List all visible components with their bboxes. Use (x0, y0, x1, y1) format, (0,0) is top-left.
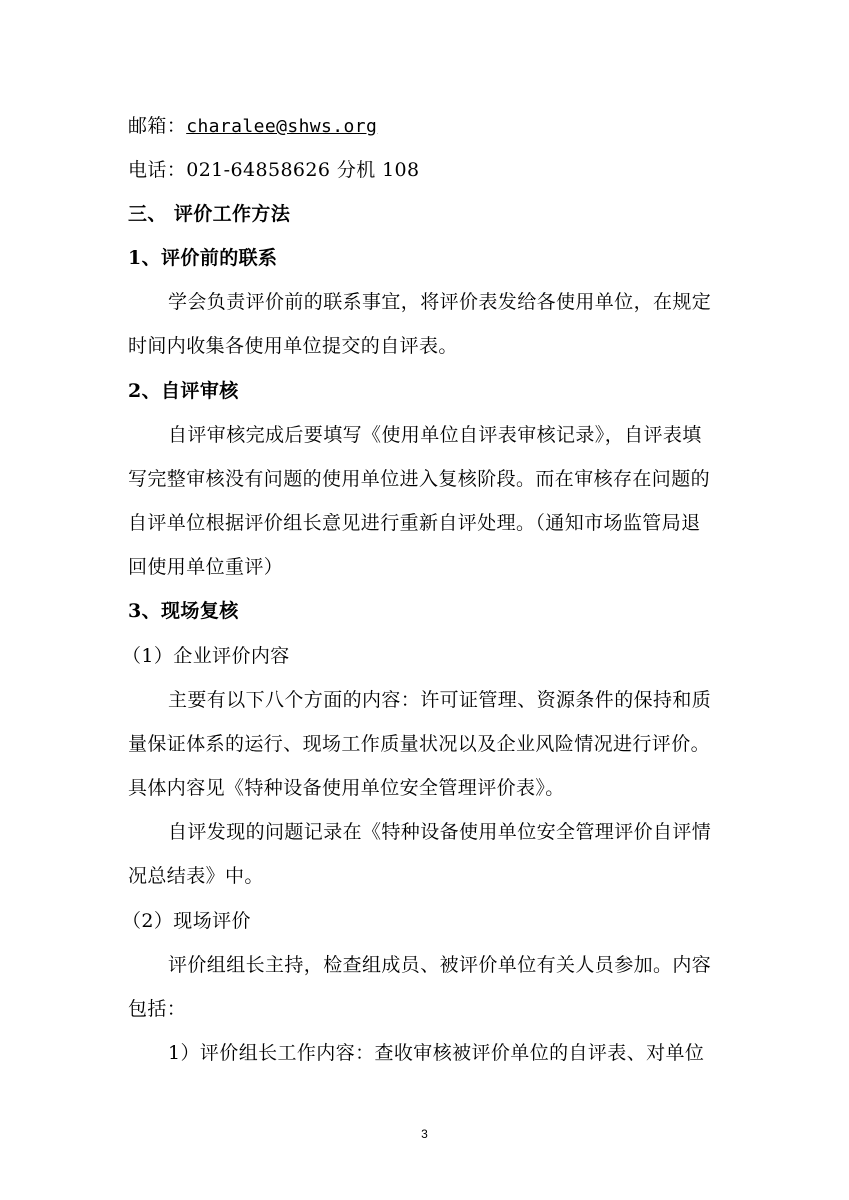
paragraph-line: 学会负责评价前的联系事宜，将评价表发给各使用单位，在规定 (168, 291, 712, 313)
paragraph-line: 主要有以下八个方面的内容：许可证管理、资源条件的保持和质 (168, 689, 712, 711)
paragraph-line: 回使用单位重评） (128, 556, 284, 578)
item-1-heading: （1）企业评价内容 (122, 645, 290, 667)
email-link[interactable]: charalee@shws.org (186, 116, 378, 137)
paragraph-line: 时间内收集各使用单位提交的自评表。 (128, 335, 458, 357)
paragraph-line: 自评单位根据评价组长意见进行重新自评处理。（通知市场监管局退 (128, 512, 701, 534)
paragraph-line: 量保证体系的运行、现场工作质量状况以及企业风险情况进行评价。 (128, 733, 711, 755)
section-3-heading: 三、 评价工作方法 (128, 203, 291, 225)
subsection-1-heading: 1、评价前的联系 (128, 247, 278, 269)
email-line (128, 113, 728, 140)
paragraph-line: 自评发现的问题记录在《特种设备使用单位安全管理评价自评情 (168, 821, 712, 843)
paragraph-line: 况总结表》中。 (128, 865, 264, 887)
phone-line: 电话：021-64858626 分机 108 (128, 159, 420, 181)
paragraph-line: 写完整审核没有问题的使用单位进入复核阶段。而在审核存在问题的 (128, 468, 711, 490)
paragraph-line: 具体内容见《特种设备使用单位安全管理评价表》。 (128, 777, 565, 799)
paragraph-line: 评价组组长主持，检查组成员、被评价单位有关人员参加。内容 (168, 954, 712, 976)
paragraph-line: 包括： (128, 998, 187, 1020)
page-number: 3 (421, 1127, 428, 1141)
paragraph-line: 自评审核完成后要填写《使用单位自评表审核记录》，自评表填 (168, 424, 702, 446)
subsection-2-heading: 2、自评审核 (128, 380, 239, 402)
paragraph-line: 1）评价组长工作内容：查收审核被评价单位的自评表、对单位 (168, 1042, 705, 1064)
email-label: 邮箱： (128, 115, 187, 137)
item-2-heading: （2）现场评价 (122, 910, 251, 932)
subsection-3-heading: 3、现场复核 (128, 600, 239, 622)
